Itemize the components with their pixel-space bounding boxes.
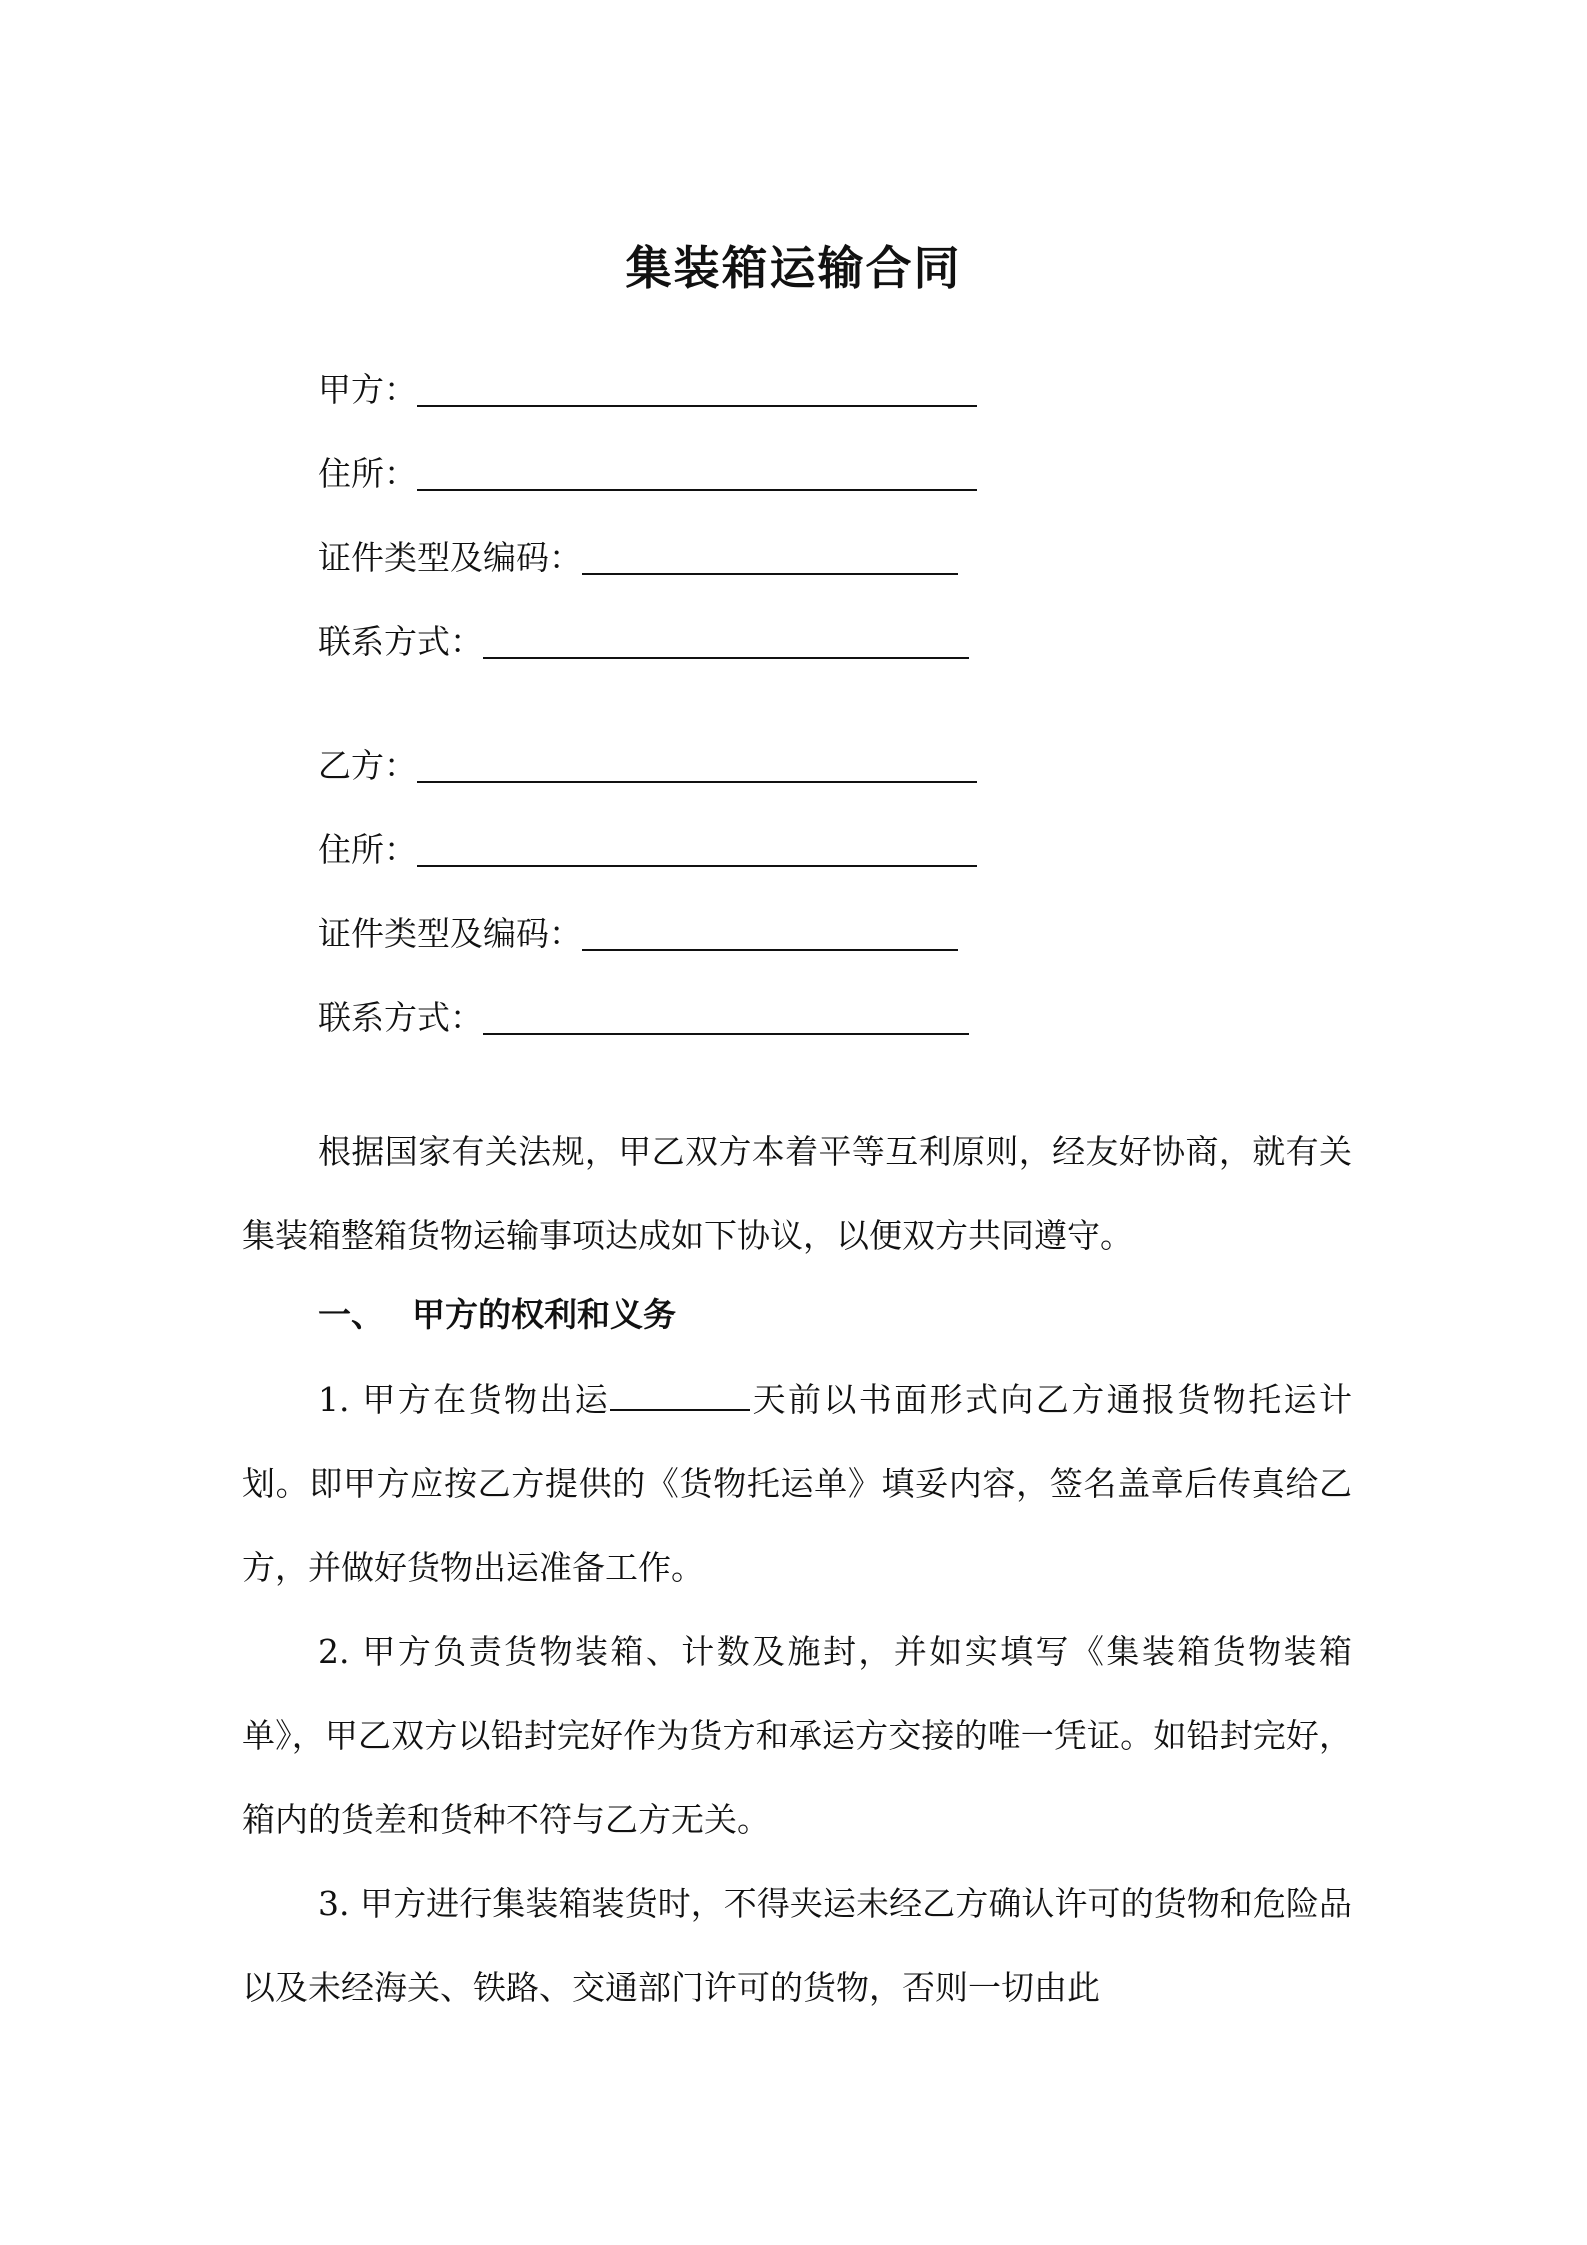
party-a-contact-field — [318, 617, 969, 667]
party-b-address-blank[interactable] — [417, 865, 977, 867]
contract-title: 集装箱运输合同 — [625, 241, 962, 295]
party-a-id-label: 证件类型及编码： — [318, 538, 582, 577]
party-a-id-blank[interactable] — [582, 573, 958, 575]
party-b-name-field — [318, 741, 977, 791]
party-a-contact-label: 联系方式： — [318, 622, 483, 661]
party-a-name-blank[interactable] — [417, 405, 977, 407]
party-b-name-label: 乙方： — [318, 746, 417, 785]
party-a-address-field — [318, 449, 977, 499]
party-b-id-field — [318, 909, 958, 959]
party-a-id-field — [318, 533, 958, 583]
section-1-title: 甲方的权利和义务 — [412, 1295, 676, 1334]
party-a-address-label: 住所： — [318, 454, 417, 493]
clause-1-days-blank[interactable] — [610, 1381, 750, 1411]
party-a-address-blank[interactable] — [417, 489, 977, 491]
section-1-heading — [318, 1290, 676, 1340]
party-b-id-blank[interactable] — [582, 949, 958, 951]
clause-2: 2. 甲方负责货物装箱、计数及施封，并如实填写《集装箱货物装箱单》，甲乙双方以铅封完好作为货方和承运方交接的唯一凭证。如铅封完好，箱内的货差和货种不符与乙方无关。 — [242, 1632, 1352, 1839]
section-1-number: 一、 — [318, 1295, 384, 1334]
party-b-address-label: 住所： — [318, 830, 417, 869]
party-a-name-label: 甲方： — [318, 370, 417, 409]
party-a-name-field — [318, 365, 977, 415]
party-b-contact-field — [318, 993, 969, 1043]
clause-1-start: 1. 甲方在货物出运 — [318, 1380, 611, 1419]
party-b-id-label: 证件类型及编码： — [318, 914, 582, 953]
party-a-contact-blank[interactable] — [483, 657, 969, 659]
clause-3: 3. 甲方进行集装箱装货时，不得夹运未经乙方确认许可的货物和危险品以及未经海关、铁路、交通部门许可的货物，否则一切由此 — [242, 1884, 1352, 2007]
party-b-address-field — [318, 825, 977, 875]
party-b-name-blank[interactable] — [417, 781, 977, 783]
clause-1-end: 天前以书面形式向乙方通报货物托运计划。即甲方应按乙方提供的《货物托运单》填妥内容，签名盖章后传真给乙方，并做好货物出运准备工作。 — [242, 1380, 1352, 1587]
party-b-contact-label: 联系方式： — [318, 998, 483, 1037]
clause-1 — [242, 1358, 1352, 1610]
party-b-contact-blank[interactable] — [483, 1033, 969, 1035]
intro-paragraph: 根据国家有关法规，甲乙双方本着平等互利原则，经友好协商，就有关集装箱整箱货物运输事项达成如下协议，以便双方共同遵守。 — [242, 1132, 1352, 1255]
